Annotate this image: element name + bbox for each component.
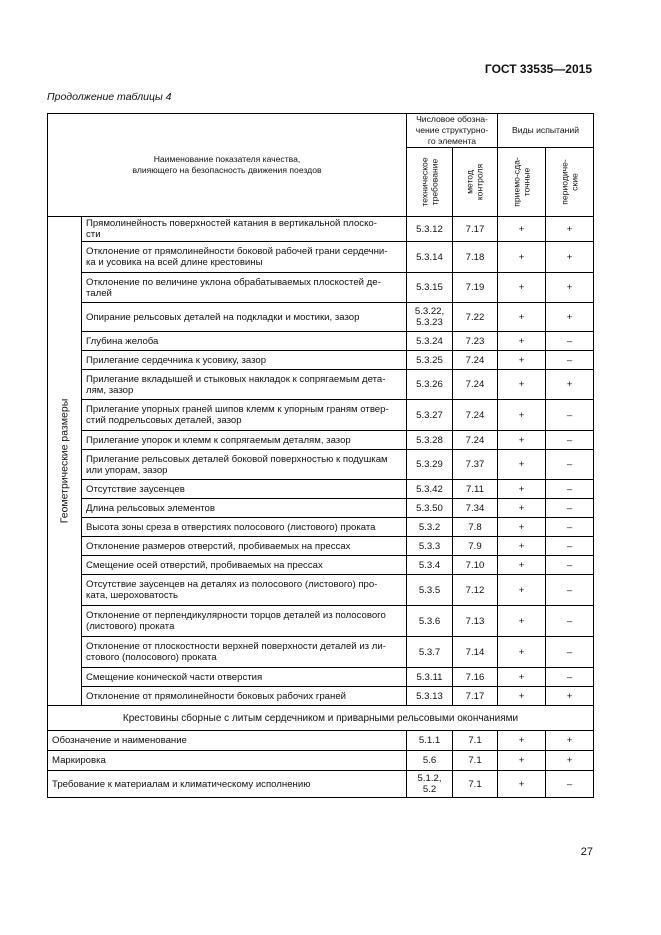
header-control-method xyxy=(453,148,498,217)
periodic-test-mark: – xyxy=(546,575,594,606)
table-row xyxy=(48,242,594,273)
periodic-test-mark: + xyxy=(546,242,594,273)
control-method: 7.8 xyxy=(453,518,498,537)
periodic-test-mark: – xyxy=(546,668,594,687)
periodic-test-mark: – xyxy=(546,637,594,668)
table-row xyxy=(48,480,594,499)
document-standard-code: ГОСТ 33535—2015 xyxy=(484,62,592,76)
page-number: 27 xyxy=(580,846,593,858)
table-row xyxy=(48,303,594,332)
technical-requirement: 5.3.5 xyxy=(407,575,453,606)
indicator-name: Опирание рельсовых деталей на подкладки и мостики, зазор xyxy=(82,303,407,332)
technical-requirement: 5.1.1 xyxy=(407,731,453,751)
indicator-name: Отклонение от прямолинейности боковых рабочих граней xyxy=(82,687,407,706)
technical-requirement: 5.3.25 xyxy=(407,351,453,370)
header-indicator-name: Наименование показателя качества, влияющего на безопасность движения поездов xyxy=(48,114,407,217)
acceptance-test-mark: + xyxy=(498,242,546,273)
indicator-name: Отклонение от перпендикулярности торцов деталей из полосового (листового) проката xyxy=(82,606,407,637)
acceptance-test-mark: + xyxy=(498,575,546,606)
control-method: 7.14 xyxy=(453,637,498,668)
table-row xyxy=(48,351,594,370)
table-row xyxy=(48,518,594,537)
table-row xyxy=(48,668,594,687)
indicator-name: Отклонение от плоскостности верхней поверхности деталей из ли- стового (полосового) проката xyxy=(82,637,407,668)
indicator-name: Отсутствие заусенцев на деталях из полосового (листового) про- ката, шероховатость xyxy=(82,575,407,606)
periodic-test-mark: – xyxy=(546,771,594,798)
acceptance-test-mark: + xyxy=(498,303,546,332)
indicator-name: Прилегание вкладышей и стыковых накладок к сопрягаемым дета- лям, зазор xyxy=(82,370,407,400)
table-row xyxy=(48,771,594,798)
technical-requirement: 5.3.12 xyxy=(407,217,453,242)
indicator-name: Требование к материалам и климатическому исполнению xyxy=(48,771,407,798)
control-method: 7.23 xyxy=(453,332,498,351)
section-row xyxy=(48,706,594,731)
table-caption: Продолжение таблицы 4 xyxy=(47,91,172,103)
technical-requirement: 5.3.27 xyxy=(407,400,453,431)
control-method: 7.17 xyxy=(453,687,498,706)
control-method: 7.24 xyxy=(453,370,498,400)
acceptance-test-mark: + xyxy=(498,637,546,668)
control-method: 7.24 xyxy=(453,400,498,431)
technical-requirement: 5.3.7 xyxy=(407,637,453,668)
periodic-test-mark: + xyxy=(546,687,594,706)
table-row xyxy=(48,273,594,303)
periodic-test-mark: + xyxy=(546,731,594,751)
periodic-test-mark: – xyxy=(546,499,594,518)
table-row xyxy=(48,537,594,556)
indicator-name: Прилегание сердечника к усовику, зазор xyxy=(82,351,407,370)
control-method: 7.1 xyxy=(453,771,498,798)
header-periodic-tests-text: периодиче- ские xyxy=(559,159,579,205)
control-method: 7.9 xyxy=(453,537,498,556)
indicator-name: Глубина желоба xyxy=(82,332,407,351)
indicator-name: Высота зоны среза в отверстиях полосового (листового) проката xyxy=(82,518,407,537)
periodic-test-mark: – xyxy=(546,537,594,556)
control-method: 7.12 xyxy=(453,575,498,606)
acceptance-test-mark: + xyxy=(498,480,546,499)
technical-requirement: 5.3.15 xyxy=(407,273,453,303)
header-numeric-designation: Числовое обозна- чение структурно- го элемента xyxy=(407,114,498,148)
acceptance-test-mark: + xyxy=(498,400,546,431)
group-label: Геометрические размеры xyxy=(58,398,70,524)
group-label-cell xyxy=(48,217,82,706)
technical-requirement: 5.3.28 xyxy=(407,431,453,450)
table-row xyxy=(48,400,594,431)
header-test-types: Виды испытаний xyxy=(498,114,594,148)
indicator-name: Отсутствие заусенцев xyxy=(82,480,407,499)
control-method: 7.1 xyxy=(453,731,498,751)
indicator-name: Отклонение по величине уклона обрабатываемых плоскостей де- талей xyxy=(82,273,407,303)
control-method: 7.24 xyxy=(453,431,498,450)
technical-requirement: 5.3.22, 5.3.23 xyxy=(407,303,453,332)
periodic-test-mark: – xyxy=(546,351,594,370)
periodic-test-mark: – xyxy=(546,480,594,499)
section-title: Крестовины сборные с литым сердечником и приварными рельсовыми окончаниями xyxy=(48,706,594,731)
technical-requirement: 5.1.2, 5.2 xyxy=(407,771,453,798)
acceptance-test-mark: + xyxy=(498,606,546,637)
periodic-test-mark: – xyxy=(546,556,594,575)
control-method: 7.34 xyxy=(453,499,498,518)
table-row xyxy=(48,731,594,751)
control-method: 7.17 xyxy=(453,217,498,242)
quality-indicators-table xyxy=(47,113,594,798)
periodic-test-mark: + xyxy=(546,370,594,400)
technical-requirement: 5.3.13 xyxy=(407,687,453,706)
control-method: 7.10 xyxy=(453,556,498,575)
header-acceptance-tests-text: приемо-сда- точные xyxy=(511,157,531,207)
control-method: 7.16 xyxy=(453,668,498,687)
control-method: 7.37 xyxy=(453,450,498,480)
acceptance-test-mark: + xyxy=(498,687,546,706)
indicator-name: Отклонение размеров отверстий, пробиваемых на прессах xyxy=(82,537,407,556)
technical-requirement: 5.3.2 xyxy=(407,518,453,537)
control-method: 7.24 xyxy=(453,351,498,370)
control-method: 7.11 xyxy=(453,480,498,499)
control-method: 7.22 xyxy=(453,303,498,332)
technical-requirement: 5.3.26 xyxy=(407,370,453,400)
control-method: 7.13 xyxy=(453,606,498,637)
acceptance-test-mark: + xyxy=(498,450,546,480)
acceptance-test-mark: + xyxy=(498,370,546,400)
control-method: 7.19 xyxy=(453,273,498,303)
technical-requirement: 5.6 xyxy=(407,751,453,771)
periodic-test-mark: + xyxy=(546,751,594,771)
technical-requirement: 5.3.3 xyxy=(407,537,453,556)
acceptance-test-mark: + xyxy=(498,668,546,687)
technical-requirement: 5.3.24 xyxy=(407,332,453,351)
indicator-name: Прилегание упорок и клемм к сопрягаемым деталям, зазор xyxy=(82,431,407,450)
periodic-test-mark: + xyxy=(546,273,594,303)
periodic-test-mark: – xyxy=(546,332,594,351)
table-row xyxy=(48,217,594,242)
indicator-name: Прилегание рельсовых деталей боковой поверхностью к подушкам или упорам, зазор xyxy=(82,450,407,480)
table-row xyxy=(48,556,594,575)
technical-requirement: 5.3.4 xyxy=(407,556,453,575)
acceptance-test-mark: + xyxy=(498,537,546,556)
indicator-name: Длина рельсовых элементов xyxy=(82,499,407,518)
indicator-name: Маркировка xyxy=(48,751,407,771)
header-technical-requirement-text: техническое требование xyxy=(419,157,439,207)
technical-requirement: 5.3.14 xyxy=(407,242,453,273)
table-row xyxy=(48,637,594,668)
indicator-name: Смещение конической части отверстия xyxy=(82,668,407,687)
table-row xyxy=(48,370,594,400)
technical-requirement: 5.3.42 xyxy=(407,480,453,499)
table-row xyxy=(48,431,594,450)
acceptance-test-mark: + xyxy=(498,518,546,537)
table-row xyxy=(48,450,594,480)
periodic-test-mark: + xyxy=(546,303,594,332)
acceptance-test-mark: + xyxy=(498,431,546,450)
technical-requirement: 5.3.6 xyxy=(407,606,453,637)
periodic-test-mark: – xyxy=(546,606,594,637)
technical-requirement: 5.3.29 xyxy=(407,450,453,480)
header-periodic-tests xyxy=(546,148,594,217)
periodic-test-mark: – xyxy=(546,431,594,450)
periodic-test-mark: – xyxy=(546,518,594,537)
table-row xyxy=(48,751,594,771)
indicator-name: Смещение осей отверстий, пробиваемых на прессах xyxy=(82,556,407,575)
control-method: 7.18 xyxy=(453,242,498,273)
acceptance-test-mark: + xyxy=(498,332,546,351)
acceptance-test-mark: + xyxy=(498,731,546,751)
indicator-name: Обозначение и наименование xyxy=(48,731,407,751)
control-method: 7.1 xyxy=(453,751,498,771)
indicator-name: Прилегание упорных граней шипов клемм к упорным граням отвер- стий подрельсовых деталей, зазор xyxy=(82,400,407,431)
header-acceptance-tests xyxy=(498,148,546,217)
periodic-test-mark: – xyxy=(546,400,594,431)
periodic-test-mark: – xyxy=(546,450,594,480)
table-row xyxy=(48,575,594,606)
acceptance-test-mark: + xyxy=(498,771,546,798)
header-technical-requirement xyxy=(407,148,453,217)
table-row xyxy=(48,499,594,518)
table-row xyxy=(48,332,594,351)
technical-requirement: 5.3.50 xyxy=(407,499,453,518)
indicator-name: Отклонение от прямолинейности боковой рабочей грани сердечни- ка и усовика на всей длине крестовины xyxy=(82,242,407,273)
table-row xyxy=(48,687,594,706)
acceptance-test-mark: + xyxy=(498,273,546,303)
acceptance-test-mark: + xyxy=(498,499,546,518)
table-row xyxy=(48,606,594,637)
acceptance-test-mark: + xyxy=(498,217,546,242)
acceptance-test-mark: + xyxy=(498,556,546,575)
acceptance-test-mark: + xyxy=(498,351,546,370)
table-body xyxy=(48,114,594,798)
acceptance-test-mark: + xyxy=(498,751,546,771)
header-control-method-text: метод контроля xyxy=(464,163,484,201)
indicator-name: Прямолинейность поверхностей катания в вертикальной плоско- сти xyxy=(82,217,407,242)
periodic-test-mark: + xyxy=(546,217,594,242)
technical-requirement: 5.3.11 xyxy=(407,668,453,687)
